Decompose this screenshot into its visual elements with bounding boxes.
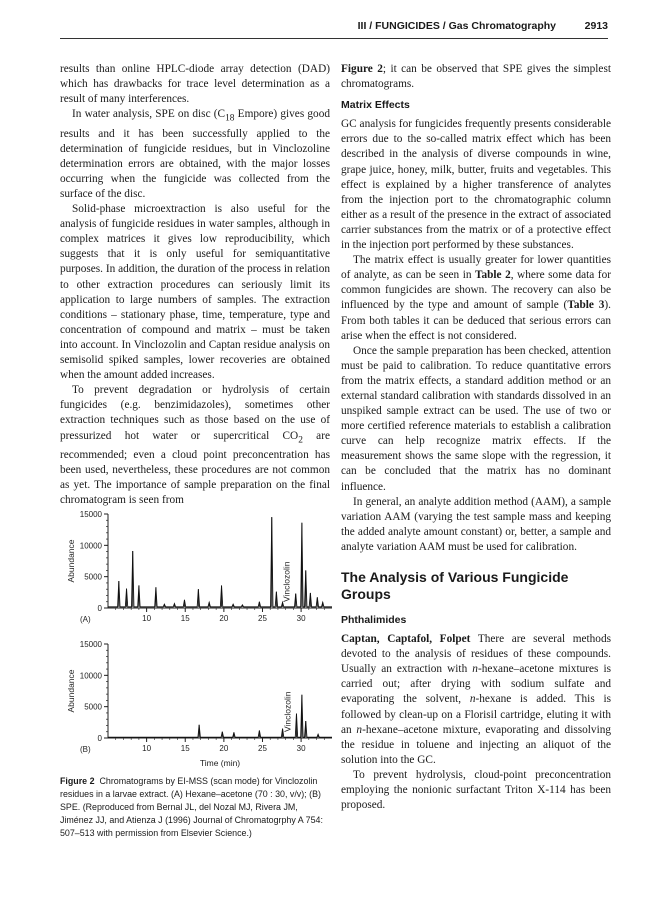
y-axis-title: Abundance xyxy=(66,539,76,583)
text-run: In water analysis, SPE on disc (C xyxy=(72,108,226,121)
text-run: are recommended; even a cloud point preconcentration has been used, nevertheless, these procedures are not common as yet. The importance of sample preparation on the final chromatogram is seen from xyxy=(60,429,330,507)
section-heading: The Analysis of Various Fungicide Groups xyxy=(341,569,569,602)
text-run: -hexane–acetone mixtures is carried out; after drying with sodium sulfate and evaporating the solvent, xyxy=(341,663,612,706)
right-paragraph-1 xyxy=(341,62,611,92)
text-run: ). From both tables it can be deduced that serious errors can arise when the effect is not considered. xyxy=(341,299,611,342)
text-run: -hexane–acetone mixture, evaporating and dissolving the residue in toluene and injecting an aliquot of the solution into the GC. xyxy=(341,723,611,766)
left-paragraph-3: Solid-phase microextraction is also useful for the analysis of fungicide residues in water samples, although in complex matrices it gives low reproducibility, which suggests that it is only useful for semiquantitative purposes. In addition, the duration of the process in relation to other extraction procedures can seriously limit its application to large numbers of samples. The extraction conditions – stationary phase, time, temperature, type and concentration of compound and matrix – must be taken into account. In Vinclozolin and Captan residue analysis on semisolid spiked samples, lower recoveries are obtained when the amount added increases. xyxy=(60,203,330,382)
x-tick-label: 15 xyxy=(180,614,190,623)
table-reference: Table 3 xyxy=(567,299,605,312)
panel-label: (B) xyxy=(80,745,91,754)
phthalimides-heading: Phthalimides xyxy=(341,614,407,626)
x-tick-label: 30 xyxy=(296,614,306,623)
y-axis-title: Abundance xyxy=(66,669,76,713)
subscript: 2 xyxy=(298,434,303,445)
text-run: , where some data for common fungicides are shown. The recovery can also be influenced by the type and amount of sample ( xyxy=(341,269,611,312)
y-tick-label: 15000 xyxy=(79,640,102,649)
left-paragraph-2 xyxy=(60,107,330,202)
y-tick-label: 10000 xyxy=(79,671,102,681)
y-tick-label: 0 xyxy=(97,734,102,743)
chromatogram-trace xyxy=(108,517,332,607)
vinclozolin-label: Vinclozolin xyxy=(282,691,293,732)
x-tick-label: 10 xyxy=(142,614,152,623)
figure-caption xyxy=(60,775,332,840)
matrix-effects-heading: Matrix Effects xyxy=(341,99,410,112)
italic-n: n xyxy=(472,663,478,676)
figure-2 xyxy=(60,504,338,772)
caption-label: Figure 2 xyxy=(60,776,95,786)
right-paragraph-7: To prevent hydrolysis, cloud-point preconcentration employing the nonionic surfactant Triton X-114 has been proposed. xyxy=(341,768,611,812)
page-number: 2913 xyxy=(584,20,608,32)
left-paragraph-1: results than online HPLC-diode array detection (DAD) which has drawbacks for trace level determination as a result of many interferences. xyxy=(60,63,330,106)
vinclozolin-label: Vinclozolin xyxy=(281,561,292,602)
right-paragraph-4: Once the sample preparation has been checked, attention must be paid to calibration. To reduce quantitative errors from the matrix effects, a standard addition method or an external standard calibration with standards dissolved in an unspiked sample extract can be used. The use of two or more certified reference materials to establish a calibration curve can help recognize matrix effects. If the measurement shows the same slope with the regression, it can be concluded that the matrix has no dominant influence. xyxy=(341,344,611,493)
text-run: ; it can be observed that SPE gives the simplest chromatograms. xyxy=(341,63,611,91)
y-tick-label: 5000 xyxy=(84,572,102,582)
x-tick-label: 20 xyxy=(219,744,229,753)
left-column xyxy=(60,62,330,508)
chromatogram-panel-a xyxy=(66,510,332,624)
x-tick-label: 10 xyxy=(142,744,152,753)
x-tick-label: 30 xyxy=(296,744,306,753)
italic-n: n xyxy=(469,693,476,706)
chromatogram-figure xyxy=(60,504,338,772)
subscript: 18 xyxy=(225,113,235,124)
right-column xyxy=(341,62,611,813)
y-tick-label: 15000 xyxy=(79,510,102,519)
run-in-heading: Captan, Captafol, Folpet xyxy=(341,633,471,646)
x-tick-label: 20 xyxy=(219,614,229,623)
right-paragraph-6 xyxy=(341,632,611,768)
y-tick-label: 0 xyxy=(97,604,102,613)
chromatogram-trace xyxy=(108,695,332,737)
right-paragraph-2: GC analysis for fungicides frequently presents considerable errors due to the so-called matrix effect which has been described in the analysis of diverse compounds in wine, grape juice, honey, milk, butter, fruits and vegetables. This effect is explained by a higher transference of analytes from the injection port to the chromatographic column either as a result of the presence in the extract of associated carrier substances from the matrix or of a protective effect in the injection port performed by these substances. xyxy=(341,118,611,252)
right-paragraph-3 xyxy=(341,253,611,344)
right-paragraph-5: In general, an analyte addition method (AAM), a sample variation AAM (varying the test sample mass and keeping the added analyte amount constant) or, better, a sample and analyte variation AAM must be used for calibration. xyxy=(341,495,611,553)
italic-n: n xyxy=(356,723,363,736)
figure-reference: Figure 2 xyxy=(341,63,383,75)
y-tick-label: 5000 xyxy=(84,702,102,712)
running-head xyxy=(60,16,608,39)
text-run: Empore) gives good results and it has been successfully applied to the determination of fungicide residues, but in Vinclozoline determination errors are obtained, with the major losses occurring when the fungicide was collected from the surface of the disc. xyxy=(60,108,330,200)
x-tick-label: 25 xyxy=(258,744,267,753)
table-reference: Table 2 xyxy=(474,269,511,282)
text-run: To prevent degradation or hydrolysis of certain fungicides (e.g. benzimidazoles), sometimes other extraction techniques such as those based on the use of pressurized hot water or supercritical CO xyxy=(60,384,330,442)
chromatogram-panel-b xyxy=(66,640,332,754)
caption-text: Chromatograms by EI-MSS (scan mode) for Vinclozolin residues in a larvae extract. (A) Hexane–acetone (70 : 30, v/v); (B) SPE. (Reproduced from Bernal JL, del Nozal MJ, Rivera JM, Jiménez JJ, and Atienza J (1996) Journal of Chromatogrphy A 754: 507–513 with permission from Elsevier Science.) xyxy=(60,776,323,838)
x-tick-label: 25 xyxy=(258,614,267,623)
text-run: The matrix effect is usually greater for lower quantities of analyte, as can be seen in xyxy=(341,254,611,282)
text-run: -hexane is added. This is followed by clean-up on a Florisil cartridge, eluting it with an xyxy=(341,693,611,736)
y-tick-label: 10000 xyxy=(79,541,102,551)
text-run: There are several methods devoted to the analysis of residues of these compounds. Usually an extraction with xyxy=(341,633,611,676)
x-tick-label: 15 xyxy=(180,744,190,753)
x-axis-title: Time (min) xyxy=(199,758,241,768)
running-head-title: III / FUNGICIDES / Gas Chromatography xyxy=(357,20,556,32)
left-paragraph-4 xyxy=(60,383,330,508)
panel-label: (A) xyxy=(80,615,91,624)
